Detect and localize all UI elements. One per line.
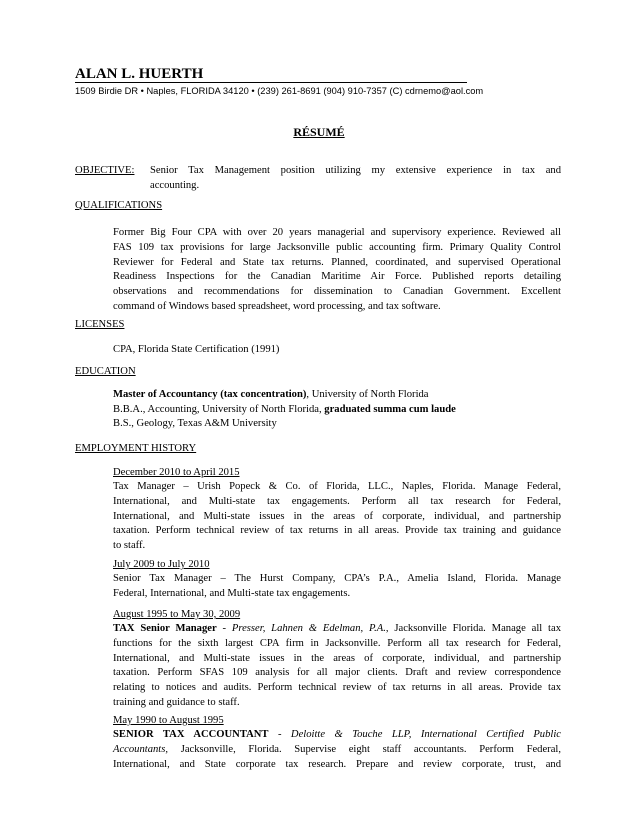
job-line: taxation. Perform SFAS 109 analysis for all major clients. Draft and review correspondence <box>113 667 561 679</box>
job-title: TAX Senior Manager <box>113 623 217 634</box>
job-line: International, and Multi-state issues in the areas of corporate, individual, and partnership <box>113 652 561 664</box>
degree-masters-school: , University of North Florida <box>306 389 429 400</box>
objective-label: OBJECTIVE: <box>75 165 135 176</box>
document-title: RÉSUMÉ <box>293 125 345 139</box>
objective-line: accounting. <box>150 179 200 191</box>
job-company: Presser, Lahnen & Edelman, P.A. <box>231 623 386 634</box>
education-item <box>113 388 429 403</box>
licenses-heading: LICENSES <box>75 319 125 330</box>
job-dates: December 2010 to April 2015 <box>113 467 240 478</box>
job-line: taxation. Perform technical review of tax returns in all areas. Provide tax training and guidance <box>113 525 561 537</box>
job-company: Deloitte & Touche LLP, International Certified Public <box>290 729 561 740</box>
education-item: B.S., Geology, Texas A&M University <box>113 418 277 429</box>
qualifications-line: Reviewer for Federal and State tax returns. Planned, coordinated, and supervised Operational <box>113 256 561 268</box>
education-heading: EDUCATION <box>75 366 136 377</box>
qualifications-heading: QUALIFICATIONS <box>75 200 163 211</box>
objective-line: Senior Tax Management position utilizing my extensive experience in tax and <box>150 165 561 176</box>
job-location: Jacksonville, Florida. Supervise eight staff accountants. Perform Federal, <box>168 743 561 755</box>
contact-line: 1509 Birdie DR • Naples, FLORIDA 34120 • (239) 261-8691 (904) 910-7357 (C) cdrnemo@aol.com <box>75 86 484 96</box>
job-line: functions for the sixth largest CPA firm in Jacksonville. Perform all tax research for Federal, <box>113 637 561 649</box>
job-description <box>113 572 561 602</box>
job-dates: May 1990 to August 1995 <box>113 715 224 726</box>
qualifications-line: Former Big Four CPA with over 20 years managerial and supervisory experience. Reviewed all <box>113 227 561 238</box>
job-title-line <box>113 728 561 743</box>
qualifications-line: FAS 109 tax provisions for large Jacksonville public accounting firm. Primary Quality Control <box>113 241 561 253</box>
honors-text: graduated summa cum laude <box>324 404 456 415</box>
qualifications-line: Readiness Inspections for the Canadian Maritime Air Force. Published reports detailing <box>113 271 561 283</box>
job-line: Senior Tax Manager – The Hurst Company, CPA’s P.A., Amelia Island, Florida. Manage <box>113 573 561 584</box>
candidate-name: ALAN L. HUERTH <box>75 66 467 83</box>
job-dates: August 1995 to May 30, 2009 <box>113 609 241 620</box>
job-line: training and guidance to staff. <box>113 696 240 708</box>
license-item: CPA, Florida State Certification (1991) <box>113 344 280 355</box>
education-item <box>113 403 456 418</box>
job-line: relating to notices and audits. Perform technical review of tax returns in all areas. Provide tax <box>113 682 561 694</box>
job-title-separator: - <box>268 729 291 740</box>
job-line: Federal, International, and Multi-state tax engagements. <box>113 587 351 599</box>
job-location: , Jacksonville Florida. Manage all tax <box>385 623 561 634</box>
job-line <box>113 743 561 758</box>
job-description <box>113 728 561 772</box>
job-line: to staff. <box>113 540 146 552</box>
qualifications-line: command of Windows based spreadsheet, word processing, and tax software. <box>113 300 441 312</box>
job-title: SENIOR TAX ACCOUNTANT <box>113 729 269 740</box>
job-line: International, and Multi-state issues in the areas of corporate, individual, and partnership <box>113 510 561 522</box>
job-line: International, and State corporate tax research. Prepare and review corporate, trust, and <box>113 758 561 770</box>
job-title-separator: - <box>216 623 232 634</box>
qualifications-text <box>113 226 561 315</box>
degree-bba: B.B.A., Accounting, University of North Florida, <box>113 404 325 415</box>
objective-text <box>150 164 561 194</box>
job-title-line <box>113 622 561 637</box>
job-line: International, and Multi-state tax engagements. Perform all tax research for Federal, <box>113 495 561 507</box>
job-line: Tax Manager – Urish Popeck & Co. of Florida, LLC., Naples, Florida. Manage Federal, <box>113 481 561 492</box>
qualifications-line: observations and recommendations for dissemination to Canadian Government. Excellent <box>113 286 561 298</box>
job-description <box>113 480 561 554</box>
degree-masters: Master of Accountancy (tax concentration) <box>113 389 307 400</box>
employment-heading: EMPLOYMENT HISTORY <box>75 443 197 454</box>
job-dates: July 2009 to July 2010 <box>113 559 210 570</box>
job-company: Accountants, <box>113 743 169 755</box>
job-description <box>113 622 561 711</box>
